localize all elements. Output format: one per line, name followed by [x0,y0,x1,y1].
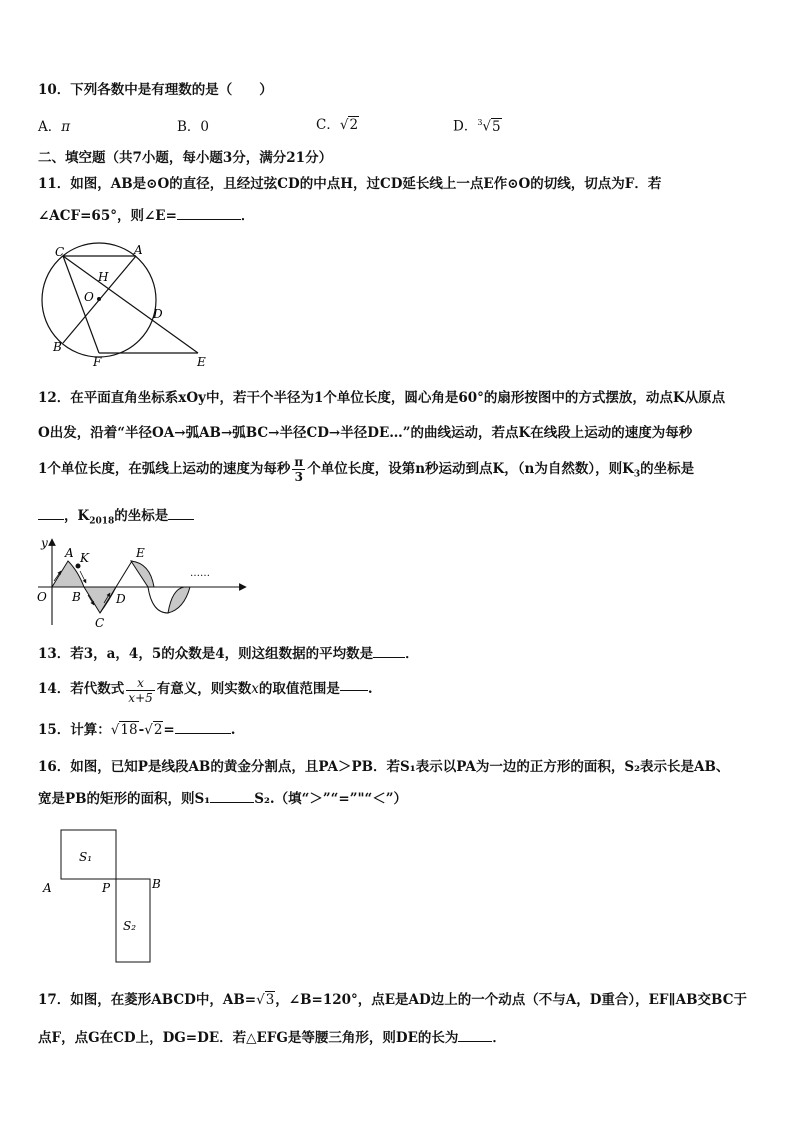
q12-text: 1个单位长度，在弧线上运动的速度为每秒 [38,461,291,477]
sqrt-3: √3 [256,992,275,1008]
q11-line1: 11．如图，AB是⊙O的直径，且经过弦CD的中点H，过CD延长线上一点E作⊙O的切线，切点为F．若 [38,176,662,192]
answer-blank [177,219,241,220]
label-b: B [72,590,81,604]
answer-blank [458,1041,492,1042]
x-over-x-plus-5-fraction [126,676,154,705]
answer-blank [175,733,231,734]
q16-text: 宽是PB的矩形的面积，则S₁ [38,791,211,807]
q17-text: 点F，点G在CD上，DG=DE．若△EFG是等腰三角形，则DE的长为 [38,1030,459,1046]
q14 [38,675,373,705]
fraction-denominator: 3 [294,470,303,484]
radicand: 5 [492,118,501,135]
option-label: B． [177,119,201,135]
q14-end: . [367,681,373,698]
root-index: 3 [477,118,483,127]
option-label: D． [453,118,478,135]
q14-text: 有意义，则实数 [156,681,252,698]
label-o: O [37,590,47,604]
q13-text: 13．若3，a，4，5的众数是4，则这组数据的平均数是 [38,646,374,662]
q12-text: 12．在平面直角坐标系xOy中，若干个半径为1个单位长度，圆心角是60°的扇形按图中的方式摆放，动点K从原点 [38,390,726,406]
label-b: B [53,340,62,354]
label-o: O [84,290,94,304]
option-label: A． [38,119,62,135]
q17-text: 17．如图，在菱形ABCD中，AB= [38,992,257,1008]
q10-option-b [177,121,209,135]
label-p: P [102,881,111,895]
q10-option-d [453,119,502,134]
q12-line4 [38,510,194,527]
sqrt-2: √2 [144,722,163,738]
subscript: 2018 [89,516,115,527]
q17-end: ． [492,1030,506,1046]
option-value: π [61,119,71,135]
radicand: 2 [153,722,163,738]
section-heading: 二、填空题（共7小题，每小题3分，满分21分） [38,150,333,166]
subscript: 3 [633,469,641,480]
q14-text: 的取值范围是 [258,681,340,698]
q12-text: 的坐标是 [114,508,169,524]
label-a: A [43,881,52,895]
sqrt-expression: √2 [339,117,359,133]
center-point [97,297,101,301]
fraction-numerator: π [294,455,304,469]
label-ellipsis: …… [190,568,210,579]
label-a: A [65,546,74,560]
q12-sector-figure [34,533,254,633]
q11-circle-figure [36,240,216,370]
q17-line1 [38,994,747,1008]
minus-sign: - [138,722,145,738]
q11-end: ． [240,208,255,224]
label-a: A [134,243,143,257]
q16-text: S₂.（填“＞”“=”"“＜”） [254,791,408,807]
label-f: F [93,355,102,369]
q10-option-a [38,121,70,135]
radicand: 18 [120,722,138,738]
q16-line2 [38,793,407,807]
label-c: C [95,616,105,630]
label-y: y [41,536,48,550]
q17-line2 [38,1032,506,1046]
answer-blank [168,519,194,520]
q16-line1: 16．如图，已知P是线段AB的黄金分割点，且PA＞PB．若S₁表示以PA为一边的正方形的面积，S₂表示长是AB、 [38,759,730,775]
q11-line2 [38,210,254,224]
answer-blank [38,519,64,520]
label-e: E [197,355,206,369]
chord-cf [63,256,99,353]
q15-end: . [230,722,236,738]
label-s1: S₁ [79,850,93,864]
q10-option-c [316,119,359,133]
variable-x: x [251,681,259,698]
q15 [38,724,235,738]
q12-line2: O出发，沿着“半径OA→弧AB→弧BC→半径CD→半径DE…”的曲线运动，若点K在线段上运动的速度为每秒 [38,425,693,441]
q15-text: 15．计算： [38,722,111,738]
q13-end: ． [405,646,419,662]
q13 [38,648,419,662]
q12-text: ，K [64,508,90,524]
q12-line3 [38,455,694,484]
q14-text: 14．若代数式 [38,681,125,698]
pi-over-3-fraction [292,455,305,484]
label-e: E [136,546,145,560]
q12-line1 [38,392,725,406]
answer-blank [340,690,368,691]
q12-text: 的坐标是 [640,461,695,477]
answer-blank [373,657,405,658]
q11-text: ∠ACF=65°，则∠E= [38,208,177,224]
equals-sign: = [163,722,175,738]
option-label: C． [316,117,340,133]
label-c: C [55,245,65,259]
q17-text: ，∠B=120°，点E是AD边上的一个动点（不与A，D重合），EF∥AB交BC于 [275,992,747,1008]
label-h: H [98,270,109,284]
label-k: K [80,551,89,565]
cube-root-expression: $^3$√5 [477,118,501,135]
label-d: D [116,592,126,606]
option-value: 0 [200,119,210,135]
label-b: B [152,877,161,891]
line-ce [63,256,198,353]
sector-2 [84,587,116,613]
fraction-denominator: x+5 [128,690,153,705]
q16-squares-figure [36,826,176,966]
q12-text: 个单位长度，设第n秒运动到点K，（n为自然数），则K [307,461,634,477]
fraction-numerator: x [126,676,154,691]
radicand: 3 [265,992,275,1008]
answer-blank [210,802,254,803]
label-s2: S₂ [123,919,137,933]
radicand: 2 [349,117,359,133]
label-d: D [153,307,163,321]
q10-stem: 10．下列各数中是有理数的是（ ） [38,82,273,98]
sqrt-18: √18 [110,722,138,738]
